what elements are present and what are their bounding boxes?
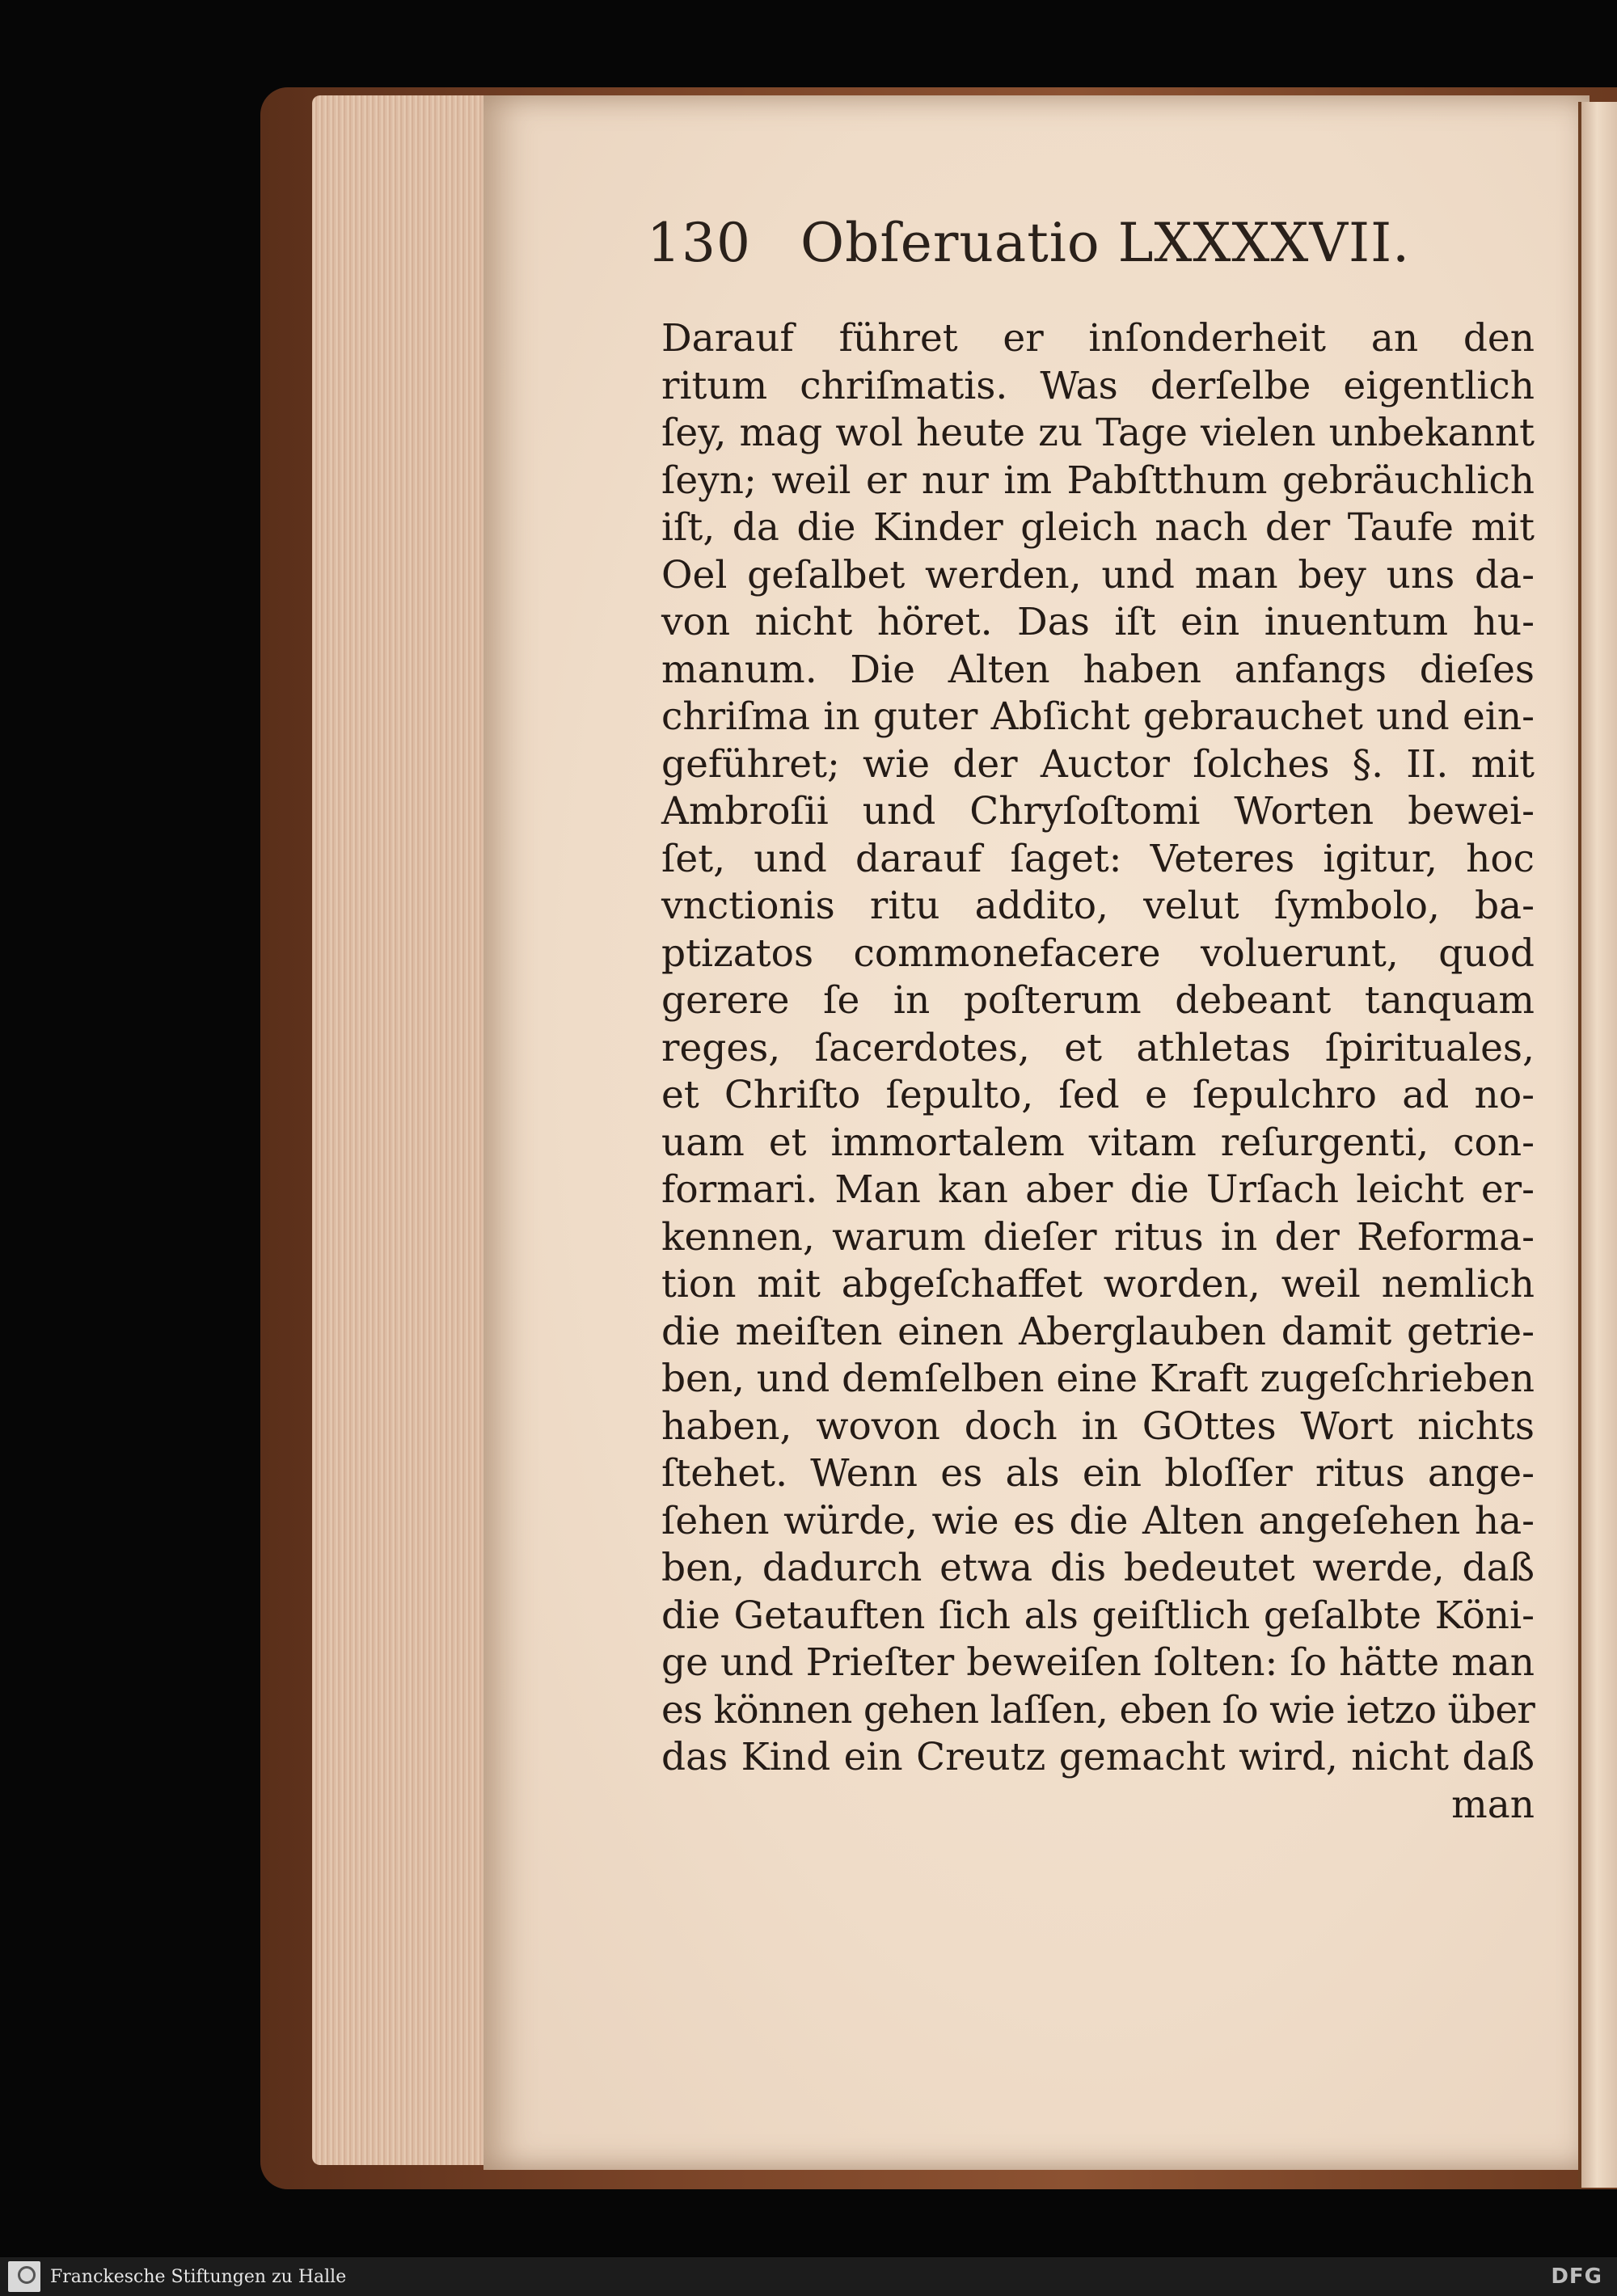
viewer-footer [0,2257,1617,2296]
text-line: tion mit abgeſchaffet worden, weil nemlich [661,1262,1535,1306]
text-line: die Getauften ſich als geiſtlich geſalbte Köni- [661,1593,1535,1638]
page-number: 130 [647,212,751,274]
text-line: ſtehet. Wenn es als ein bloſſer ritus ange- [661,1451,1535,1496]
text-line: das Kind ein Creutz gemacht wird, nicht daß [661,1735,1535,1779]
text-line: vnctionis ritu addito, velut ſymbolo, ba- [661,884,1535,928]
text-line: reges, ſacerdotes, et athletas ſpirituales, [661,1025,1535,1070]
text-line: ben, dadurch etwa dis bedeutet werde, daß [661,1546,1535,1590]
text-line: gerere ſe in poſterum debeant tanquam [661,978,1535,1023]
catchword: man [1451,1782,1535,1827]
text-line: Oel geſalbet werden, und man bey uns da- [661,552,1535,597]
text-line: iſt, da die Kinder gleich nach der Taufe mit [661,505,1535,550]
text-line: ge und Prieſter beweiſen ſolten: ſo hätte man [661,1640,1535,1685]
text-line: ſehen würde, wie es die Alten angeſehen ha- [661,1498,1535,1543]
text-line: die meiſten einen Aberglauben damit getrie- [661,1309,1535,1354]
text-line: es können gehen laſſen, eben ſo wie ietzo über [661,1687,1535,1733]
text-line: ſet, und darauf ſaget: Veteres igitur, hoc [661,836,1535,881]
text-line: ſey, mag wol heute zu Tage vielen unbekannt [661,411,1535,455]
text-line: kennen, warum dieſer ritus in der Reforma- [661,1214,1535,1260]
dfg-logo: DFG [1551,2264,1602,2289]
text-line: Darauf führet er inſonderheit an den [661,316,1535,361]
text-line: formari. Man kan aber die Urſach leicht er- [661,1167,1535,1212]
header-title: Obſeruatio LXXXXVII. [800,212,1411,274]
text-line: haben, wovon doch in GOttes Wort nichts [661,1403,1535,1449]
text-line: geführet; wie der Auctor ſolches §. II. mit [661,741,1535,787]
institution-logo-icon [8,2261,40,2292]
institution-name: Franckesche Stiftungen zu Halle [50,2267,347,2287]
text-line: ritum chriſmatis. Was derſelbe eigentlich [661,363,1535,408]
running-header [647,212,1455,285]
facing-page-edge [1578,102,1617,2188]
text-line: uam et immortalem vitam reſurgenti, con- [661,1120,1535,1165]
page-edges [312,95,506,2165]
text-line: von nicht höret. Das iſt ein inuentum hu- [661,600,1535,644]
text-line: Ambroſii und Chryſoſtomi Worten bewei- [661,789,1535,834]
text-line: ſeyn; weil er nur im Pabſtthum gebräuchlich [661,458,1535,503]
text-line: et Chriſto ſepulto, ſed e ſepulchro ad no- [661,1073,1535,1117]
text-line: chriſma in guter Abſicht gebrauchet und ein- [661,694,1535,739]
text-line: ptizatos commonefacere voluerunt, quod [661,931,1535,976]
body-text [661,315,1535,1829]
text-line: manum. Die Alten haben anfangs dieſes [661,647,1535,692]
text-line: ben, und demſelben eine Kraft zugeſchrieben [661,1357,1535,1401]
